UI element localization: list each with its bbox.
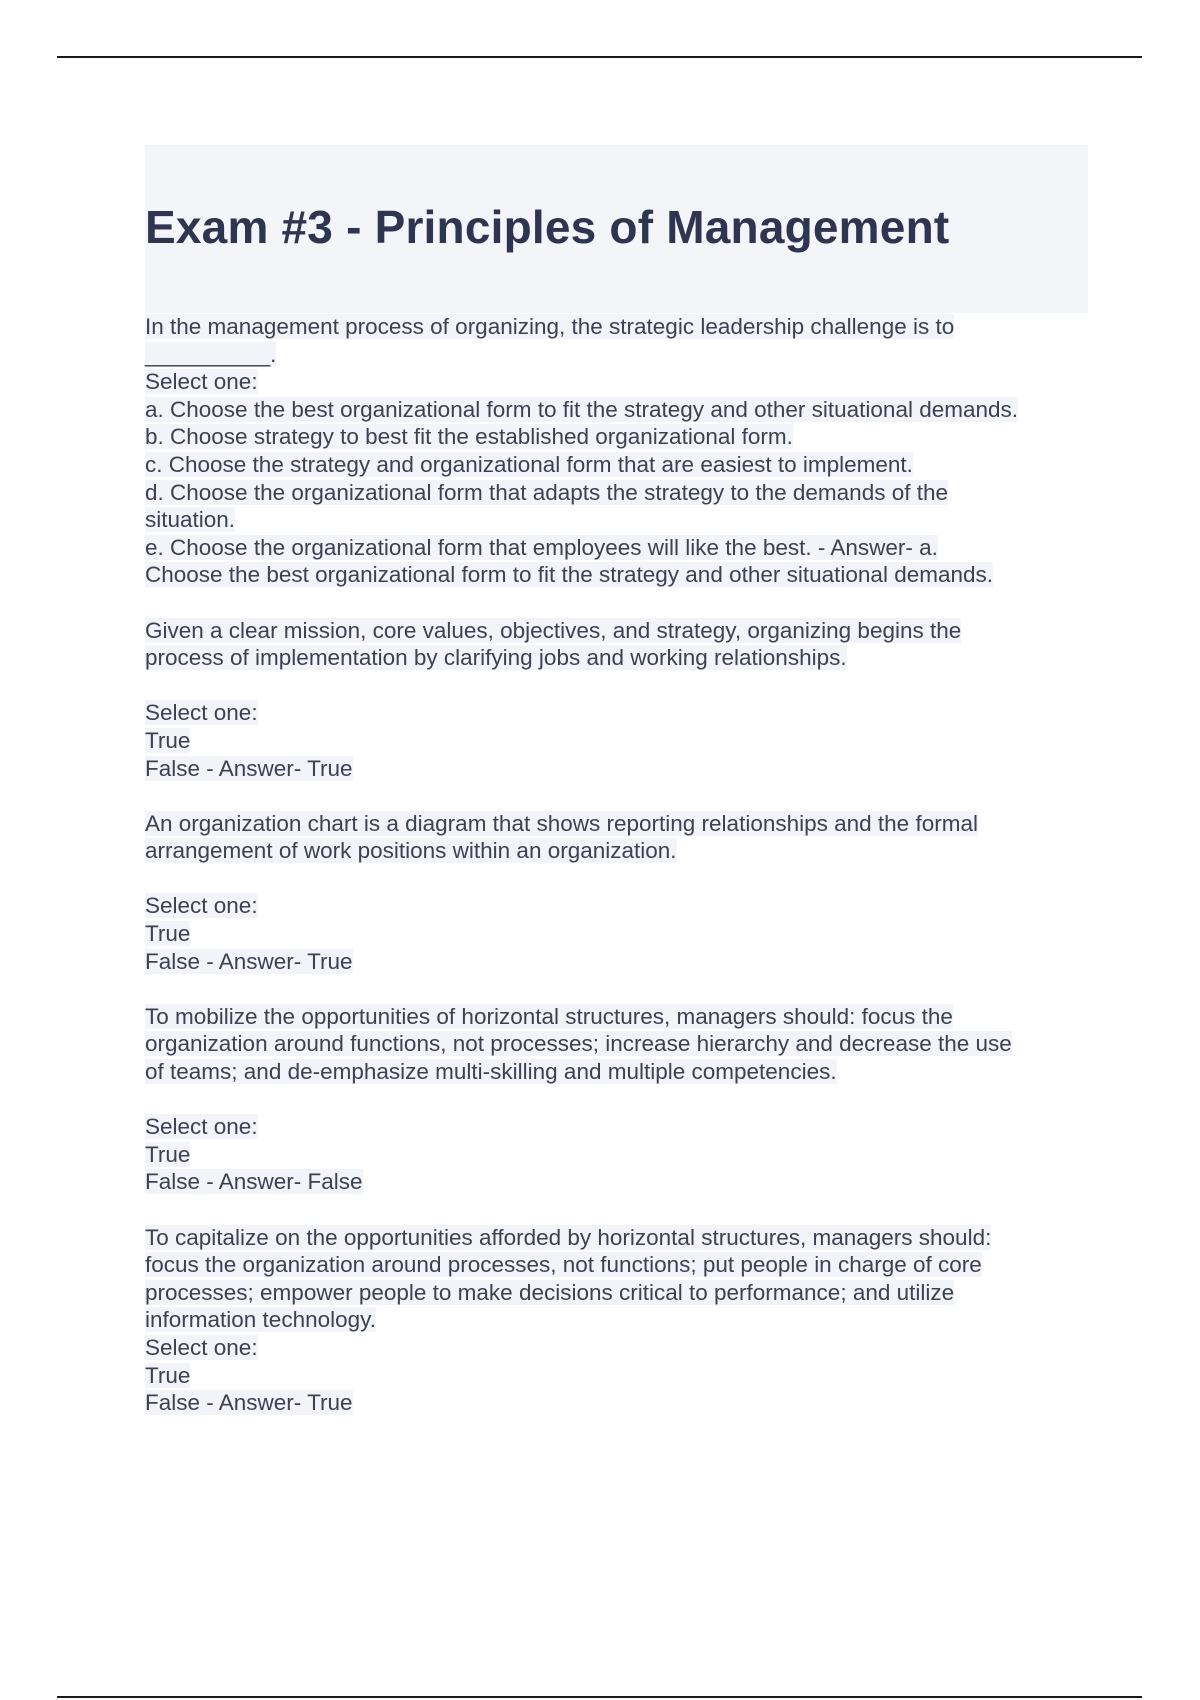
question-5	[145, 1224, 1095, 1417]
question-line: process of implementation by clarifying jobs and working relationships.	[145, 645, 847, 671]
question-line: focus the organization around processes, not functions; put people in charge of core	[145, 1252, 982, 1278]
select-one-label: Select one:	[145, 700, 258, 726]
option-true: True	[145, 921, 191, 947]
answer-line: False - Answer- True	[145, 755, 353, 781]
question-line: processes; empower people to make decisions critical to performance; and utilize	[145, 1279, 955, 1305]
select-one-label: Select one:	[145, 893, 258, 919]
bottom-rule	[57, 1696, 1142, 1698]
question-3	[145, 810, 1095, 976]
answer-line: Choose the best organizational form to fit the strategy and other situational demands.	[145, 562, 994, 588]
exam-content	[145, 313, 1095, 1444]
answer-line: False - Answer- False	[145, 1169, 363, 1195]
question-2	[145, 617, 1095, 783]
spacer	[145, 672, 1095, 700]
question-line: To mobilize the opportunities of horizontal structures, managers should: focus the	[145, 1003, 953, 1029]
spacer	[145, 1086, 1095, 1114]
question-1	[145, 313, 1095, 589]
question-line: Given a clear mission, core values, objectives, and strategy, organizing begins the	[145, 617, 962, 643]
option-b: b. Choose strategy to best fit the established organizational form.	[145, 424, 793, 450]
question-line: __________.	[145, 341, 277, 367]
top-rule	[57, 56, 1142, 58]
page-title: Exam #3 - Principles of Management	[145, 201, 950, 253]
select-one-label: Select one:	[145, 1114, 258, 1140]
spacer	[145, 865, 1095, 893]
option-c: c. Choose the strategy and organizational form that are easiest to implement.	[145, 451, 913, 477]
select-one-label: Select one:	[145, 1334, 258, 1360]
question-4	[145, 1003, 1095, 1196]
question-line: An organization chart is a diagram that shows reporting relationships and the formal	[145, 810, 978, 836]
question-line: information technology.	[145, 1307, 376, 1333]
answer-line: False - Answer- True	[145, 948, 353, 974]
question-line: of teams; and de-emphasize multi-skilling and multiple competencies.	[145, 1059, 837, 1085]
option-d: situation.	[145, 507, 236, 533]
option-e: e. Choose the organizational form that employees will like the best. - Answer- a.	[145, 534, 938, 560]
question-line: arrangement of work positions within an organization.	[145, 838, 677, 864]
option-d: d. Choose the organizational form that adapts the strategy to the demands of the	[145, 479, 949, 505]
question-line: organization around functions, not processes; increase hierarchy and decrease the use	[145, 1031, 1012, 1057]
option-true: True	[145, 1141, 191, 1167]
select-one-label: Select one:	[145, 369, 258, 395]
option-true: True	[145, 1362, 191, 1388]
answer-line: False - Answer- True	[145, 1390, 353, 1416]
question-line: In the management process of organizing, the strategic leadership challenge is to	[145, 314, 955, 339]
option-a: a. Choose the best organizational form to fit the strategy and other situational demands.	[145, 396, 1019, 422]
option-true: True	[145, 727, 191, 753]
question-line: To capitalize on the opportunities afforded by horizontal structures, managers should:	[145, 1224, 992, 1250]
